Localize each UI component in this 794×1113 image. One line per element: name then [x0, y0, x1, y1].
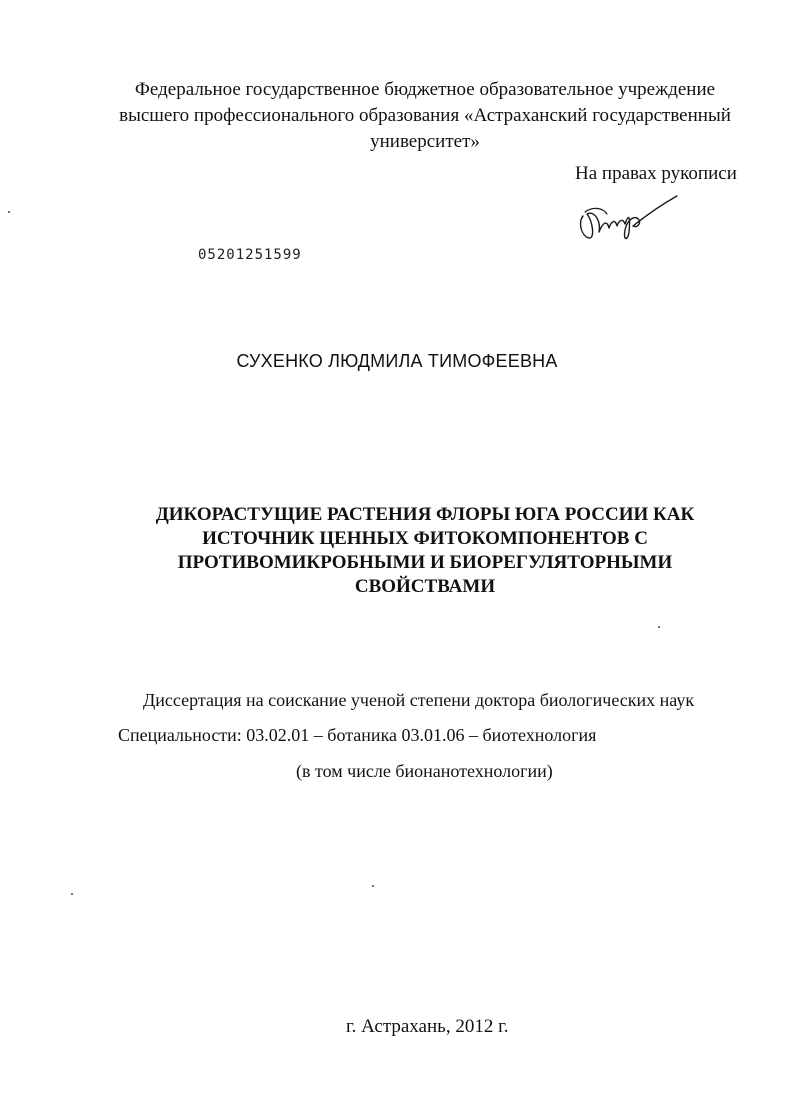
- institution-line-2: высшего профессионального образования «Астраханский государственный: [119, 105, 731, 126]
- manuscript-note: На правах рукописи: [575, 163, 737, 184]
- title-line-1: ДИКОРАСТУЩИЕ РАСТЕНИЯ ФЛОРЫ ЮГА РОССИИ КАК: [155, 504, 695, 525]
- title-line-3: ПРОТИВОМИКРОБНЫМИ И БИОРЕГУЛЯТОРНЫМИ: [177, 552, 673, 573]
- catalog-number: 05201251599: [198, 247, 302, 263]
- institution-line-3: университет»: [370, 131, 480, 152]
- scan-speck: [658, 626, 660, 628]
- dissertation-title: [100, 503, 750, 599]
- degree-statement: Диссертация на соискание ученой степени доктора биологических наук: [143, 690, 695, 710]
- city-year: г. Астрахань, 2012 г.: [346, 1016, 509, 1037]
- scan-speck: [372, 885, 374, 887]
- institution-line-1: Федеральное государственное бюджетное образовательное учреждение: [134, 79, 716, 100]
- title-line-2: ИСТОЧНИК ЦЕННЫХ ФИТОКОМПОНЕНТОВ С: [202, 528, 648, 549]
- author-name: СУХЕНКО ЛЮДМИЛА ТИМОФЕЕВНА: [236, 351, 558, 371]
- specialty-note: (в том числе бионанотехнологии): [296, 761, 553, 781]
- scan-speck: [8, 211, 10, 213]
- institution-header: [100, 77, 750, 155]
- author-signature: [573, 192, 683, 246]
- specialties: Специальности: 03.02.01 – ботаника 03.01.06 – биотехнология: [118, 725, 597, 745]
- title-line-4: СВОЙСТВАМИ: [354, 576, 496, 597]
- scan-speck: [71, 893, 73, 895]
